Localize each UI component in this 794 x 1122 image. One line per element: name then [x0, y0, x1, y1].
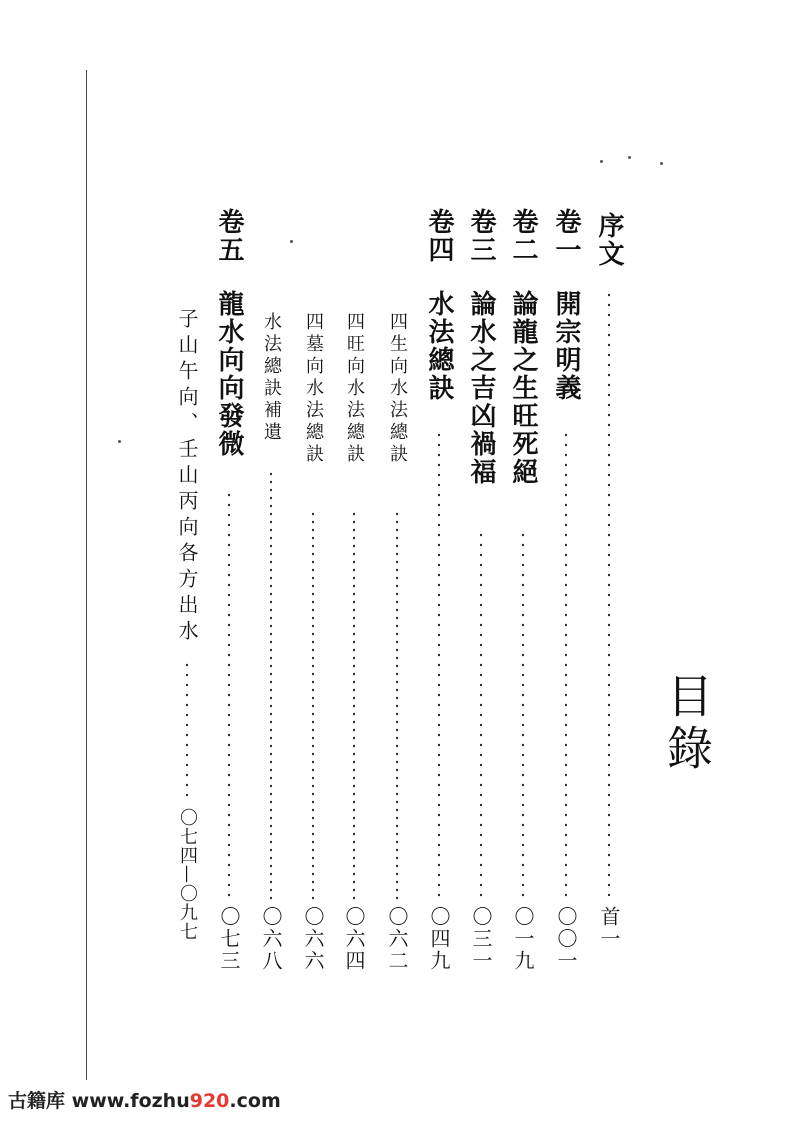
toc-subentry-four-birth[interactable] — [380, 0, 414, 1122]
toc-leader-dots — [228, 490, 230, 900]
toc-subentry-four-prosperity[interactable] — [337, 0, 371, 1122]
toc-entry-page: 〇〇一 — [554, 906, 578, 972]
toc-entry-preface[interactable] — [592, 0, 626, 1122]
toc-entry-title: 四墓向水法總訣 — [303, 312, 324, 466]
toc-entry-label: 序文 — [594, 212, 624, 268]
scan-speck — [600, 160, 603, 163]
toc-subentry-four-tomb[interactable] — [296, 0, 330, 1122]
toc-entry-volume-5[interactable] — [212, 0, 246, 1122]
toc-entry-page: 〇七三 — [217, 906, 241, 972]
toc-leader-dots — [270, 470, 272, 900]
toc-entry-title: 論水之吉凶禍福 — [466, 290, 496, 486]
toc-leader-dots — [522, 530, 524, 900]
toc-entry-volume-3[interactable] — [464, 0, 498, 1122]
toc-leader-dots — [353, 510, 355, 900]
toc-entry-page: 〇四九 — [427, 906, 451, 972]
scan-speck — [118, 440, 121, 443]
site-url-number: 920 — [189, 1090, 230, 1112]
toc-entry-page: 〇六八 — [259, 906, 283, 972]
site-url-suffix: .com — [229, 1090, 281, 1112]
toc-entry-label: 卷二 — [508, 208, 538, 264]
toc-entry-title: 龍水向向發微 — [214, 290, 244, 458]
scan-speck — [660, 162, 663, 165]
toc-entry-title: 水法總訣補遺 — [261, 312, 282, 444]
toc-entry-label: 卷五 — [214, 208, 244, 264]
toc-entry-volume-2[interactable] — [506, 0, 540, 1122]
site-watermark — [8, 1086, 281, 1113]
toc-leader-dots — [608, 290, 610, 896]
toc-leader-dots — [396, 510, 398, 900]
toc-subentry-supplement[interactable] — [254, 0, 288, 1122]
toc-entry-title: 子山午向、壬山丙向各方出水 — [175, 308, 199, 646]
toc-leader-dots — [480, 530, 482, 900]
page-title: 目錄 — [660, 672, 714, 776]
toc-entry-title: 四生向水法總訣 — [387, 312, 408, 466]
toc-leader-dots — [565, 430, 567, 900]
toc-leader-dots — [438, 430, 440, 900]
toc-entry-label: 卷一 — [551, 208, 581, 264]
toc-entry-page: 〇七四—〇九七 — [177, 808, 198, 941]
toc-entry-page: 〇六二 — [385, 906, 409, 972]
toc-entry-page: 〇六四 — [342, 906, 366, 972]
toc-entry-page: 〇三一 — [469, 906, 493, 972]
toc-entry-title: 四旺向水法總訣 — [344, 312, 365, 466]
site-url-prefix: www.fozhu — [71, 1090, 190, 1112]
toc-entry-page: 〇六六 — [301, 906, 325, 972]
scan-speck — [290, 240, 293, 243]
toc-subentry-zi-mountain[interactable] — [170, 0, 204, 1122]
page-margin-line — [86, 70, 87, 1080]
site-name: 古籍库 — [8, 1090, 66, 1112]
toc-entry-label: 卷四 — [424, 208, 454, 264]
toc-leader-dots — [312, 510, 314, 900]
toc-entry-volume-4[interactable] — [422, 0, 456, 1122]
toc-entry-page: 首一 — [597, 906, 621, 950]
toc-entry-volume-1[interactable] — [549, 0, 583, 1122]
toc-entry-title: 論龍之生旺死絕 — [508, 290, 538, 486]
toc-entry-title: 水法總訣 — [424, 290, 454, 402]
scan-speck — [628, 156, 631, 159]
toc-entry-page: 〇一九 — [511, 906, 535, 972]
toc-entry-title: 開宗明義 — [551, 290, 581, 402]
toc-leader-dots — [186, 660, 188, 800]
toc-entry-label: 卷三 — [466, 208, 496, 264]
